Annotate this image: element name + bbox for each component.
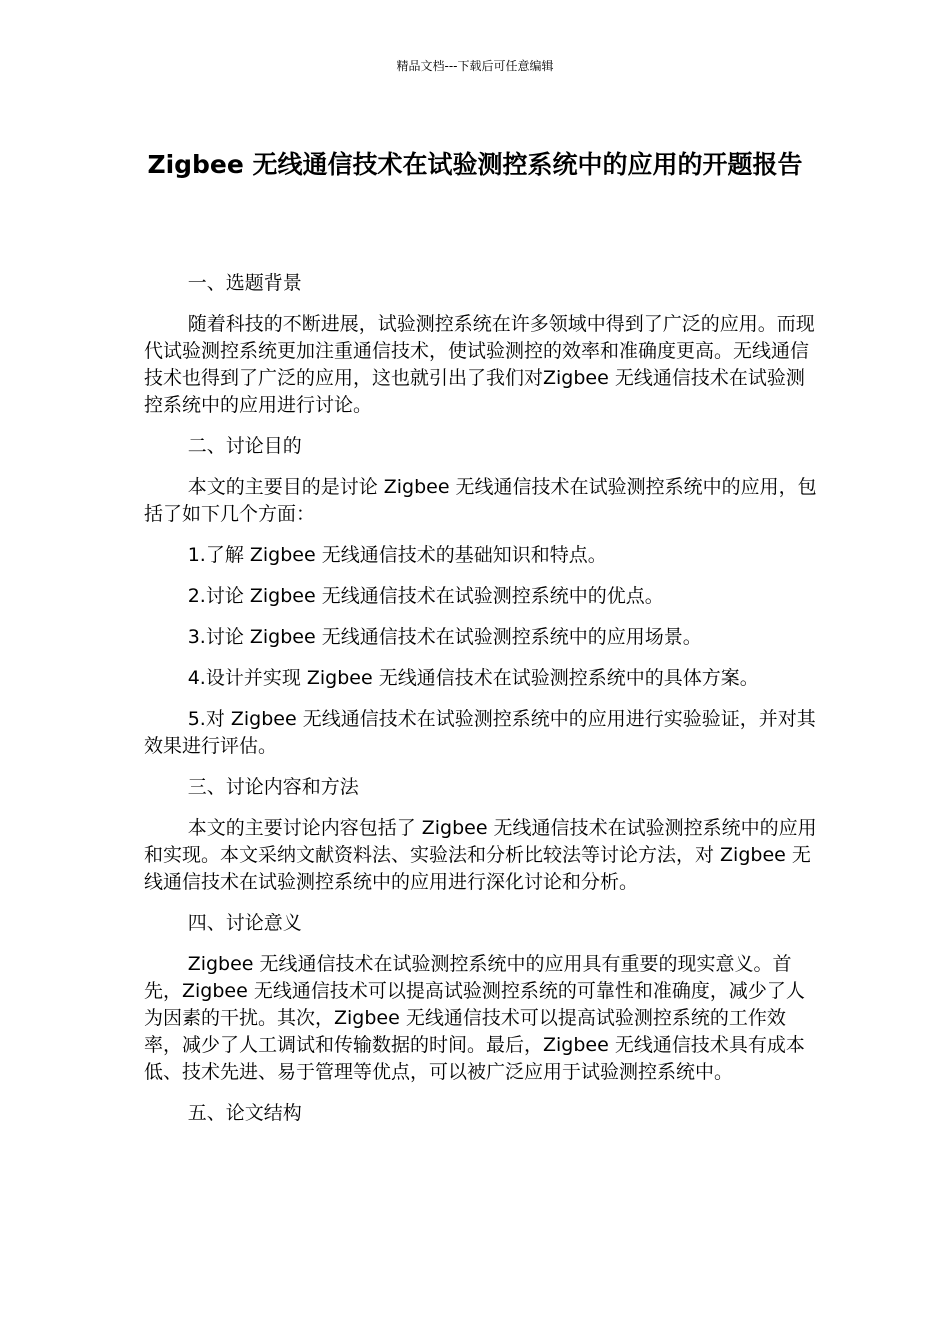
list-item-2: 2.讨论 Zigbee 无线通信技术在试验测控系统中的优点。 xyxy=(187,585,664,607)
section-heading-content: 三、讨论内容和方法 xyxy=(187,776,359,798)
list-item-1: 1.了解 Zigbee 无线通信技术的基础知识和特点。 xyxy=(187,544,607,566)
section-heading-significance: 四、讨论意义 xyxy=(187,912,302,934)
paragraph-purpose: 本文的主要目的是讨论 Zigbee 无线通信技术在试验测控系统中的应用，包括了如下几个方面： xyxy=(144,476,817,525)
section-heading-structure: 五、论文结构 xyxy=(187,1102,302,1124)
list-item-5: 5.对 Zigbee 无线通信技术在试验测控系统中的应用进行实验验证，并对其效果进行评估。 xyxy=(144,708,816,757)
page-header: 精品文档---下载后可任意编辑 xyxy=(396,59,554,73)
paragraph-content: 本文的主要讨论内容包括了 Zigbee 无线通信技术在试验测控系统中的应用和实现。本文采纳文献资料法、实验法和分析比较法等讨论方法，对 Zigbee 无线通信技术在试验测控系统中的应用进行深化讨论和分析。 xyxy=(144,817,817,893)
list-item-3: 3.讨论 Zigbee 无线通信技术在试验测控系统中的应用场景。 xyxy=(187,626,702,648)
section-heading-background: 一、选题背景 xyxy=(187,272,302,294)
list-item-4: 4.设计并实现 Zigbee 无线通信技术在试验测控系统中的具体方案。 xyxy=(187,667,759,689)
document-title: Zigbee 无线通信技术在试验测控系统中的应用的开题报告 xyxy=(147,150,803,179)
paragraph-background: 随着科技的不断进展，试验测控系统在许多领域中得到了广泛的应用。而现代试验测控系统更加注重通信技术，使试验测控的效率和准确度更高。无线通信技术也得到了广泛的应用，这也就引出了我们对Zigbee 无线通信技术在试验测控系统中的应用进行讨论。 xyxy=(144,313,815,416)
paragraph-significance: Zigbee 无线通信技术在试验测控系统中的应用具有重要的现实意义。首先，Zigbee 无线通信技术可以提高试验测控系统的可靠性和准确度，减少了人为因素的干扰。其次，Zigbee 无线通信技术可以提高试验测控系统的工作效率，减少了人工调试和传输数据的时间。最后，Zigbee 无线通信技术具有成本低、技术先进、易于管理等优点，可以被广泛应用于试验测控系统中。 xyxy=(144,953,805,1083)
document-body xyxy=(144,270,820,1141)
section-heading-purpose: 二、讨论目的 xyxy=(187,435,302,457)
